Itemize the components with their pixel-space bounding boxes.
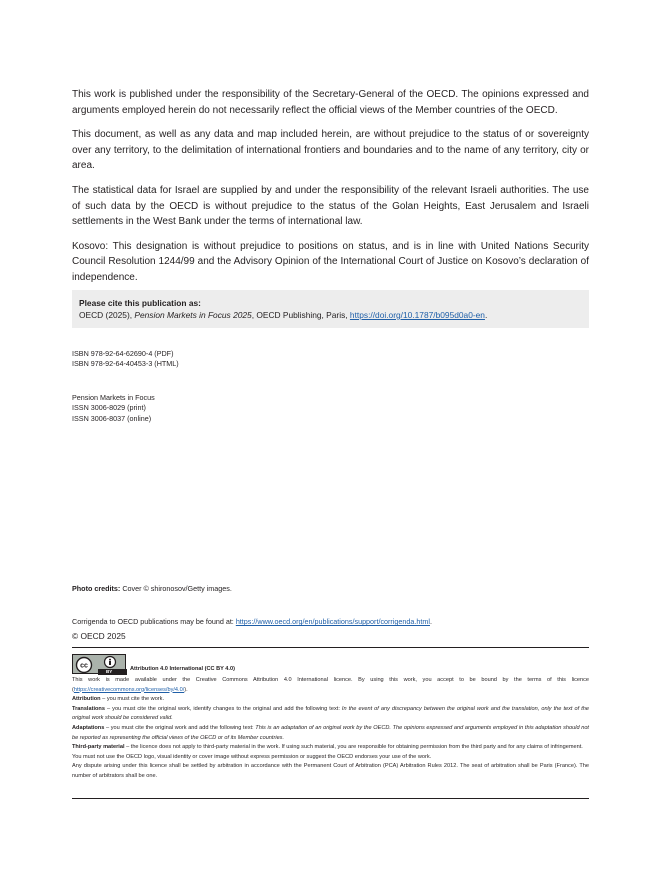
divider-top <box>72 647 589 648</box>
issn-print: ISSN 3006-8029 (print) <box>72 403 146 413</box>
license-translations <box>72 705 589 724</box>
translations-text: – you must cite the original work, identify changes to the original and add the following text: <box>104 705 342 712</box>
disclaimer-responsibility: This work is published under the responsibility of the Secretary-General of the OECD. The opinions expressed and arguments employed herein do not necessarily reflect the official views of the Member countries of the OECD. <box>72 89 589 116</box>
isbn-block <box>72 349 179 370</box>
license-dispute: Any dispute arising under this licence shall be settled by arbitration in accordance with the Permanent Court of Arbitration (PCA) Arbitration Rules 2012. The seat of arbitration shall be Paris (France). The number of arbitrators shall be one. <box>72 763 589 779</box>
translations-label: Translations <box>72 705 105 712</box>
license-title: Attribution 4.0 International (CC BY 4.0) <box>130 666 235 672</box>
citation-heading: Please cite this publication as: <box>79 298 201 308</box>
adaptations-quote: This is an adaptation of an original work by the OECD. The opinions expressed and arguments employed in this adaptation should not be reported as representing the official views of the OECD or of its Member countries. <box>72 724 589 741</box>
translations-quote: In the event of any discrepancy between the original work and the translation, only the text of the original work should be considered valid. <box>72 705 589 722</box>
corrigenda-text: Corrigenda to OECD publications may be found at: <box>72 617 236 626</box>
adaptations-label: Adaptations <box>72 724 105 731</box>
corrigenda-suffix: . <box>429 617 432 626</box>
license-adaptations <box>72 724 589 743</box>
citation-suffix: . <box>484 310 488 320</box>
license-url-link[interactable]: https://creativecommons.org/licenses/by/4.0/ <box>73 686 185 693</box>
photo-credits <box>72 584 232 594</box>
corrigenda-link[interactable]: https://www.oecd.org/en/publications/support/corrigenda.html <box>235 617 430 626</box>
citation-doi-link[interactable]: https://doi.org/10.1787/b095d0a0-en <box>349 310 485 320</box>
disclaimer-section <box>72 87 589 286</box>
license-intro <box>72 676 589 695</box>
third-party-text: – the licence does not apply to third-party material in the work. If using such material, you are responsible for obtaining permission from the third party and for any claims of infringement. <box>124 744 583 751</box>
cc-by-badge-text: BY <box>106 669 113 674</box>
series-name: Pension Markets in Focus <box>72 393 155 402</box>
series-block <box>72 393 155 424</box>
corrigenda-line <box>72 617 432 627</box>
license-intro-end: ). <box>184 686 188 693</box>
photo-credits-text: Cover © shironosov/Getty images. <box>120 584 232 593</box>
adaptations-text: – you must cite the original work and add the following text: <box>104 724 256 731</box>
isbn-html: ISBN 978-92-64-40453-3 (HTML) <box>72 359 179 369</box>
disclaimer-territory: This document, as well as any data and map included herein, are without prejudice to the status of or sovereignty over any territory, to the delimitation of international frontiers and boundaries and to the name of any territory, city or area. <box>72 129 589 172</box>
attribution-text: – you must cite the work. <box>100 696 165 703</box>
citation-prefix: OECD (2025), <box>79 310 135 320</box>
attribution-label: Attribution <box>72 696 101 703</box>
isbn-pdf: ISBN 978-92-64-62690-4 (PDF) <box>72 349 174 358</box>
citation-text <box>79 309 582 321</box>
disclaimer-israel: The statistical data for Israel are supplied by and under the responsibility of the relevant Israeli authorities. The use of such data by the OECD is without prejudice to the status of the Golan Heights, East Jerusalem and Israeli settlements in the West Bank under the terms of international law. <box>72 184 589 228</box>
license-intro-text: This work is made available under the Creative Commons Attribution 4.0 International licence. By using this work, you accept to be bound by the terms of this licence ( <box>72 677 589 693</box>
citation-publisher: , OECD Publishing, Paris, <box>251 310 350 320</box>
citation-box <box>72 290 589 328</box>
cc-by-badge-graphic <box>73 655 127 675</box>
cc-by-badge-icon <box>72 654 126 674</box>
issn-online: ISSN 3006-8037 (online) <box>72 413 152 423</box>
license-text <box>72 676 589 782</box>
svg-text:cc: cc <box>80 662 88 670</box>
third-party-label: Third-party material <box>72 744 125 751</box>
license-logo-use: You must not use the OECD logo, visual identity or cover image without express permission or suggest the OECD endorses your use of the work. <box>72 753 432 760</box>
license-attribution <box>72 695 589 705</box>
photo-credits-label: Photo credits: <box>72 584 121 593</box>
copyright-notice: © OECD 2025 <box>72 631 126 641</box>
citation-title: Pension Markets in Focus 2025 <box>134 310 252 320</box>
disclaimer-kosovo: Kosovo: This designation is without prejudice to positions on status, and is in line with United Nations Security Council Resolution 1244/99 and the Advisory Opinion of the International Court of Justice on Kosovo’s declaration of independence. <box>72 240 589 283</box>
license-header <box>72 654 589 674</box>
divider-bottom <box>72 798 589 799</box>
license-third-party <box>72 743 589 753</box>
